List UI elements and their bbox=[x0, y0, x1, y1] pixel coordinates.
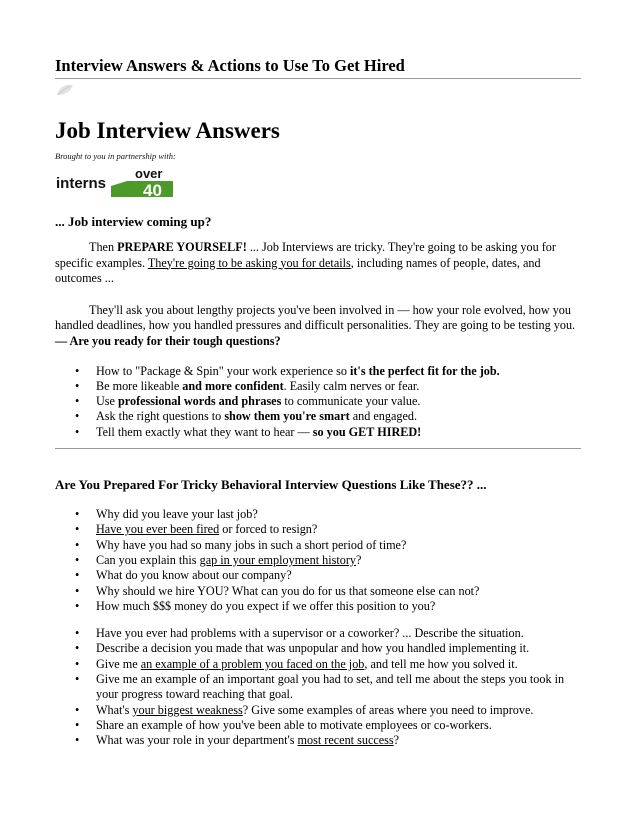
list-item: • Give me an example of a problem you faced on the job, and tell me how you solved it. bbox=[55, 657, 581, 672]
section-divider bbox=[55, 448, 581, 449]
leaf-icon bbox=[55, 83, 75, 97]
problem-example-link[interactable]: an example of a problem you faced on the job bbox=[140, 656, 365, 671]
partner-text: Brought to you in partnership with: bbox=[55, 151, 176, 161]
biggest-weakness-link[interactable]: your biggest weakness bbox=[132, 702, 243, 717]
list-item: • Tell them exactly what they want to hear — so you GET HIRED! bbox=[55, 425, 581, 440]
fired-link[interactable]: Have you ever been fired bbox=[96, 522, 220, 537]
list-item: • Share an example of how you've been able to motivate employees or co-workers. bbox=[55, 718, 581, 733]
employment-gap-link[interactable]: gap in your employment history bbox=[199, 552, 356, 567]
site-title: Interview Answers & Actions to Use To Get Hired bbox=[55, 56, 581, 79]
details-link[interactable]: They're going to be asking you for details bbox=[147, 255, 351, 270]
page-title: Job Interview Answers bbox=[55, 118, 280, 143]
recent-success-link[interactable]: most recent success bbox=[297, 733, 394, 748]
list-item: • Why did you leave your last job? bbox=[55, 507, 581, 522]
section-heading: Are You Prepared For Tricky Behavioral Interview Questions Like These?? ... bbox=[55, 477, 487, 493]
list-item: • Ask the right questions to show them you're smart and engaged. bbox=[55, 409, 581, 424]
tough-questions-emphasis: — Are you ready for their tough questions? bbox=[55, 333, 281, 348]
list-item: • Can you explain this gap in your employment history? bbox=[55, 553, 581, 568]
second-paragraph: They'll ask you about lengthy projects you've been involved in — how your role evolved, how you handled deadlines, how you handled pressures and difficult personalities. They are going to be testing you. — Are you ready for their tough questions? bbox=[55, 302, 576, 348]
list-item: • Describe a decision you made that was unpopular and how you handled implementing it. bbox=[55, 641, 581, 656]
list-item: • What do you know about our company? bbox=[55, 568, 581, 583]
subheading: ... Job interview coming up? bbox=[55, 214, 212, 229]
questions-list-a bbox=[55, 507, 581, 614]
prepare-emphasis: PREPARE YOURSELF! bbox=[117, 240, 247, 254]
logo-text-main: interns bbox=[56, 175, 107, 192]
list-item: • Have you ever been fired or forced to resign? bbox=[55, 522, 581, 537]
list-item: • How much $$$ money do you expect if we offer this position to you? bbox=[55, 599, 581, 614]
intro-paragraph: Then PREPARE YOURSELF! ... Job Interviews are tricky. They're going to be asking you for specific examples. They're going to be asking you for details, including names of people, dates, and outcomes ... bbox=[55, 240, 556, 286]
document-page bbox=[55, 56, 581, 749]
logo-text-over: over bbox=[135, 166, 163, 181]
list-item: • How to "Package & Spin" your work experience so it's the perfect fit for the job. bbox=[55, 364, 581, 379]
interns-over-40-logo[interactable] bbox=[55, 166, 175, 198]
questions-list-b bbox=[55, 626, 581, 748]
list-item: • Have you ever had problems with a supervisor or a coworker? ... Describe the situation. bbox=[55, 626, 581, 641]
logo-text-num: 40 bbox=[143, 181, 162, 198]
benefits-list bbox=[55, 364, 581, 440]
list-item: • Use professional words and phrases to communicate your value. bbox=[55, 394, 581, 409]
list-item: • Be more likeable and more confident. Easily calm nerves or fear. bbox=[55, 379, 581, 394]
list-item: • Why have you had so many jobs in such a short period of time? bbox=[55, 538, 581, 553]
list-item: • What's your biggest weakness? Give some examples of areas where you need to improve. bbox=[55, 703, 581, 718]
list-item: • Give me an example of an important goal you had to set, and tell me about the steps you took in your progress toward reaching that goal. bbox=[55, 672, 581, 703]
list-item: • What was your role in your department's most recent success? bbox=[55, 733, 581, 748]
list-item: • Why should we hire YOU? What can you do for us that someone else can not? bbox=[55, 584, 581, 599]
